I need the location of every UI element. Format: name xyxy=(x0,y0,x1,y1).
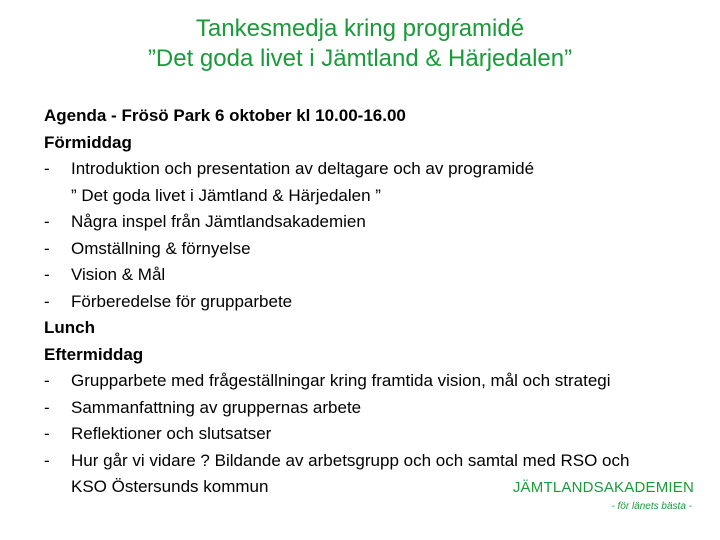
list-item-text: Några inspel från Jämtlandsakademien xyxy=(71,212,366,231)
page-title xyxy=(0,14,720,74)
list-item xyxy=(44,262,704,289)
footer-tagline: - för länets bästa - xyxy=(611,501,692,512)
list-item-text: Förberedelse för grupparbete xyxy=(71,291,293,311)
footer-brand: JÄMTLANDSAKADEMIEN xyxy=(512,479,694,496)
list-item-text: Grupparbete med frågeställningar kring framtida vision, mål och strategi xyxy=(71,371,611,390)
bullet-dash: - xyxy=(44,450,50,470)
lunch-label: Lunch xyxy=(44,318,95,337)
afternoon-label: Eftermiddag xyxy=(44,344,144,364)
bullet-dash: - xyxy=(44,265,50,284)
agenda-header: Agenda - Frösö Park 6 oktober kl 10.00-16.00 xyxy=(44,106,406,125)
title-line-1: Tankesmedja kring programidé xyxy=(195,15,525,42)
bullet-dash: - xyxy=(44,291,50,311)
bullet-dash: - xyxy=(44,371,50,390)
bullet-dash: - xyxy=(44,212,50,231)
list-item-text: Reflektioner och slutsatser xyxy=(71,424,272,443)
list-item xyxy=(44,368,704,395)
bullet-dash: - xyxy=(44,238,50,258)
morning-label: Förmiddag xyxy=(44,132,132,152)
list-item-continuation: ” Det goda livet i Jämtland & Härjedalen ” xyxy=(71,185,381,205)
list-item-continuation: KSO Östersunds kommun xyxy=(71,477,269,496)
list-item xyxy=(44,448,704,475)
list-item xyxy=(44,156,704,183)
bullet-dash: - xyxy=(44,424,50,443)
list-item-text: Introduktion och presentation av deltagare och av programidé xyxy=(71,159,535,178)
bullet-dash: - xyxy=(44,397,50,417)
list-item xyxy=(44,209,704,236)
list-item-text: Hur går vi vidare ? Bildande av arbetsgrupp och och samtal med RSO och xyxy=(71,450,630,470)
title-line-2: ”Det goda livet i Jämtland & Härjedalen” xyxy=(147,45,573,72)
list-item-text: Omställning & förnyelse xyxy=(71,238,251,258)
agenda xyxy=(44,103,704,501)
list-item xyxy=(44,421,704,448)
list-item xyxy=(44,395,704,422)
bullet-dash: - xyxy=(44,159,50,178)
list-item-text: Sammanfattning av gruppernas arbete xyxy=(71,397,362,417)
list-item xyxy=(44,236,704,263)
list-item-text: Vision & Mål xyxy=(71,265,166,284)
list-item xyxy=(44,289,704,316)
